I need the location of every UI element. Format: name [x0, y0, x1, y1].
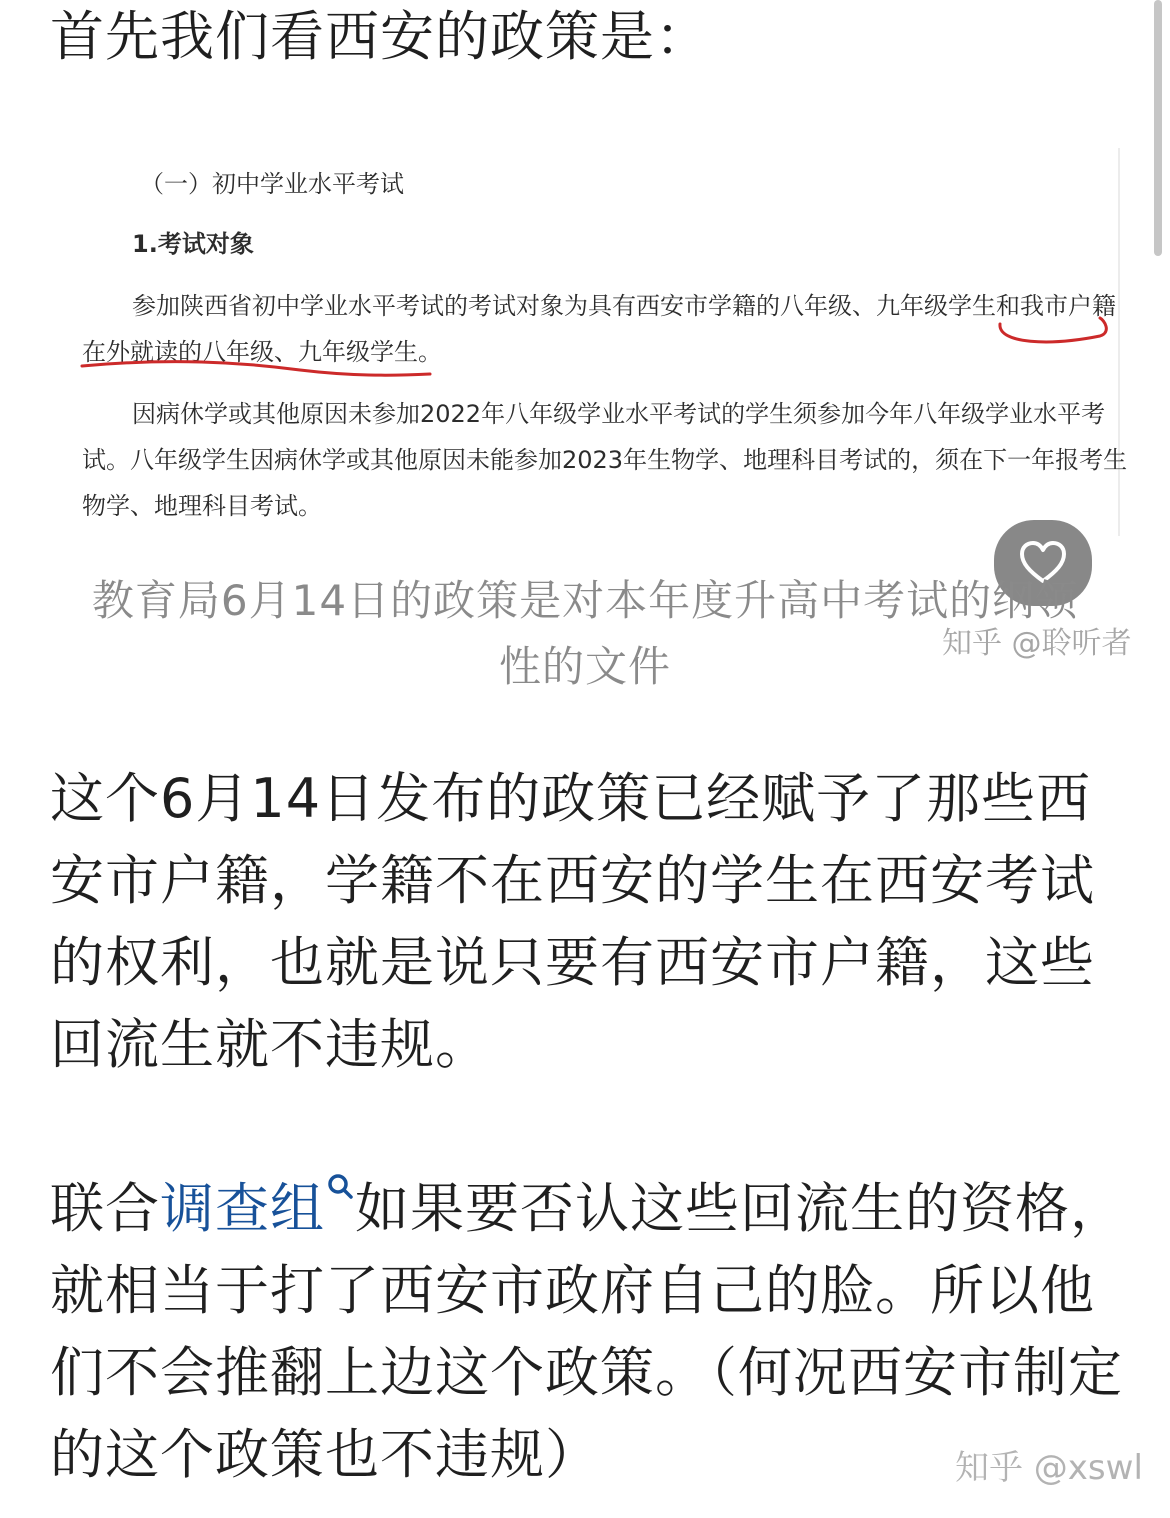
document-line: 参加陕西省初中学业水平考试的考试对象为具有西安市学籍的八年级、九年级学生和我市户籍: [132, 292, 1116, 320]
document-line: 试。八年级学生因病休学或其他原因未能参加2023年生物学、地理科目考试的，须在下一年报考生: [82, 446, 1128, 474]
document-watermark: 知乎 @聆听者: [942, 626, 1132, 661]
search-link-investigation-team[interactable]: [160, 1177, 355, 1240]
link-text: 调查组: [160, 1177, 325, 1240]
document-heading: （一）初中学业水平考试: [140, 170, 404, 198]
document-line: 因病休学或其他原因未参加2022年八年级学业水平考试的学生须参加今年八年级学业水平考: [132, 400, 1106, 428]
paragraph-text: 如果要否认这些回流生的资格，就相当于打了西安市政府自己的脸。所以他们不会推翻上边这个政策。（何况西安市制定的这个政策也不违规）: [50, 1177, 1125, 1486]
document-line: 物学、地理科目考试。: [82, 492, 322, 520]
paragraph-text: 联合: [50, 1177, 160, 1240]
document-subheading: 1.考试对象: [132, 230, 254, 258]
intro-text: 首先我们看西安的政策是：: [50, 5, 710, 68]
search-icon: [325, 1172, 355, 1208]
paragraph: 这个6月14日发布的政策已经赋予了那些西安市户籍，学籍不在西安的学生在西安考试的权利，也就是说只要有西安市户籍，这些回流生就不违规。: [50, 767, 1095, 1076]
image-caption: 教育局6月14日的政策是对本年度升高中考试的纲领性的文件: [91, 576, 1079, 691]
document-line: 在外就读的八年级、九年级学生。: [82, 338, 442, 366]
scrollbar[interactable]: [1154, 0, 1162, 256]
page-watermark: 知乎 @xswl: [955, 1448, 1143, 1488]
